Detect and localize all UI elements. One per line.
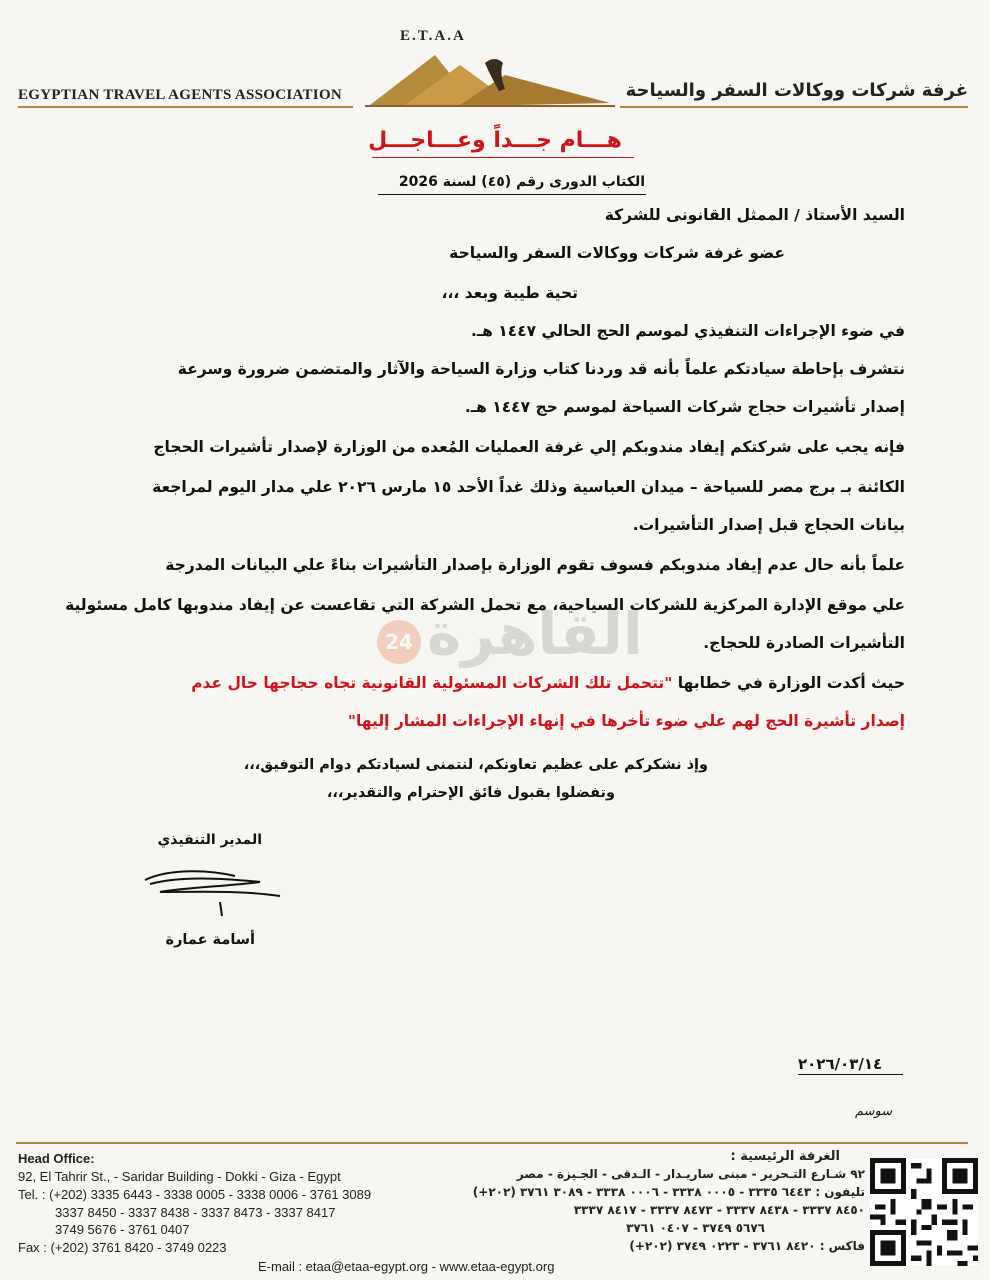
paragraph-2-line-1: نتشرف بإحاطة سيادتكم علماً بأنه قد وردنا كتاب وزارة السياحة والآثار والمتضمن ضرورة وسرعة xyxy=(177,360,905,378)
association-name-en: EGYPTIAN TRAVEL AGENTS ASSOCIATION xyxy=(18,87,343,103)
paragraph-3-line-2: الكائنة بـ برج مصر للسياحة – ميدان العباسية وذلك غداً الأحد ١٥ مارس ٢٠٢٦ علي مدار اليوم لمراجعة xyxy=(152,478,905,496)
footer-en-fax: Fax : (+202) 3761 8420 - 3749 0223 xyxy=(18,1240,227,1255)
circular-number: الكتاب الدورى رقم (٤٥) لسنة 2026 xyxy=(398,174,645,190)
paragraph-4-line-2: علي موقع الإدارة المركزية للشركات السياحية، مع تحمل الشركة التي تقاعست عن إيفاد مندوبها كامل مسئولية xyxy=(65,596,905,614)
paragraph-1: في ضوء الإجراءات التنفيذي لموسم الحج الحالي ١٤٤٧ هـ. xyxy=(470,322,905,340)
urgent-heading: هـــام جـــداً وعـــاجـــل xyxy=(368,128,622,153)
footer-ar-tel-1: تليفون : ٦٤٤٣ ٣٣٣٥ - ٠٠٠٥ ٣٣٣٨ - ٠٠٠٦ ٣٣٣٨ - ٣٠٨٩ ٣٧٦١ (٢٠٢+) xyxy=(472,1185,865,1199)
paragraph-3-line-3: بيانات الحجاج قبل إصدار التأشيرات. xyxy=(632,516,905,534)
paragraph-3-line-1: فإنه يجب على شركتكم إيفاد مندوبكم إلي غرفة العمليات المُعده من الوزارة لإصدار تأشيرات الحجاج xyxy=(153,438,905,456)
paragraph-5-quote-start: "تتحمل تلك الشركات المسئولية القانونية تجاه حجاجها حال عدم xyxy=(191,674,673,692)
handwritten-signature xyxy=(140,862,290,922)
paragraph-4-line-3: التأشيرات الصادرة للحجاج. xyxy=(703,634,905,652)
pyramids-logo-icon xyxy=(365,45,615,107)
handwritten-initials: سوسم xyxy=(855,1104,893,1119)
footer-ar-tel-3: ٥٦٧٦ ٣٧٤٩ - ٠٤٠٧ ٣٧٦١ xyxy=(626,1221,765,1235)
qr-code-icon xyxy=(870,1158,978,1266)
logo-abbreviation: E.T.A.A xyxy=(400,28,466,44)
signer-title: المدير التنفيذي xyxy=(157,832,262,848)
watermark-text: القاهرة xyxy=(427,600,643,668)
footer-en-address: 92, El Tahrir St., - Saridar Building - Dokki - Giza - Egypt xyxy=(18,1169,341,1184)
paragraph-2-line-2: إصدار تأشيرات حجاج شركات السياحة لموسم حج ١٤٤٧ هـ. xyxy=(464,398,905,416)
footer-divider xyxy=(16,1142,968,1144)
date-underline xyxy=(798,1074,903,1075)
letter-date: ٢٠٢٦/٠٣/١٤ xyxy=(798,1055,883,1073)
footer-en-title: Head Office: xyxy=(18,1151,95,1166)
footer-ar-tel-2: ٨٤٥٠ ٣٣٣٧ - ٨٤٣٨ ٣٣٣٧ - ٨٤٧٣ ٣٣٣٧ - ٨٤١٧ ٣٣٣٧ xyxy=(573,1203,865,1217)
footer-en-tel-1: Tel. : (+202) 3335 6443 - 3338 0005 - 3338 0006 - 3761 3089 xyxy=(18,1187,372,1202)
footer-en-tel-3: 3749 5676 - 3761 0407 xyxy=(55,1222,190,1237)
news-watermark xyxy=(365,598,643,680)
paragraph-5-line-1 xyxy=(191,673,905,693)
footer-email: E-mail : etaa@etaa-egypt.org - www.etaa-egypt.org xyxy=(258,1259,555,1274)
greeting: تحية طيبة وبعد ،،، xyxy=(441,284,578,302)
closing-line: وتفضلوا بقبول فائق الإحترام والتقدير،،، xyxy=(326,785,615,801)
header-divider-left xyxy=(18,106,353,108)
signer-name: أسامة عمارة xyxy=(165,932,255,948)
header-divider-right xyxy=(620,106,968,108)
footer-en-tel-2: 3337 8450 - 3337 8438 - 3337 8473 - 3337 8417 xyxy=(55,1205,336,1220)
paragraph-4-line-1: علماً بأنه حال عدم إيفاد مندوبكم فسوف تقوم الوزارة بإصدار التأشيرات بناءً علي البيانات المدرجة xyxy=(165,556,905,574)
urgent-underline xyxy=(372,157,634,158)
watermark-badge: 24 xyxy=(377,620,421,664)
salutation-to: السيد الأستاذ / الممثل القانونى للشركة xyxy=(604,206,905,224)
paragraph-5-line-2: إصدار تأشيرة الحج لهم علي ضوء تأخرها في إنهاء الإجراءات المشار إليها" xyxy=(347,712,905,730)
footer-ar-address: ٩٢ شـارع التـحرير - مبنى ساريـدار - الـدقى - الجـيزة - مصر xyxy=(516,1167,865,1181)
association-name-ar: غرفة شركات ووكالات السفر والسياحة xyxy=(625,80,968,101)
footer-ar-title: الغرفة الرئيسية : xyxy=(730,1149,840,1164)
paragraph-5-intro: حيث أكدت الوزارة في خطابها xyxy=(672,674,905,692)
thanks-line: وإذ نشكركم على عظيم تعاونكم، لنتمنى لسيادتكم دوام التوفيق،،، xyxy=(243,757,708,773)
footer-ar-fax: فاكس : ٨٤٢٠ ٣٧٦١ - ٠٢٢٣ ٣٧٤٩ (٢٠٢+) xyxy=(629,1239,865,1253)
circular-underline xyxy=(378,194,646,195)
member-line: عضو غرفة شركات ووكالات السفر والسياحة xyxy=(449,244,785,262)
